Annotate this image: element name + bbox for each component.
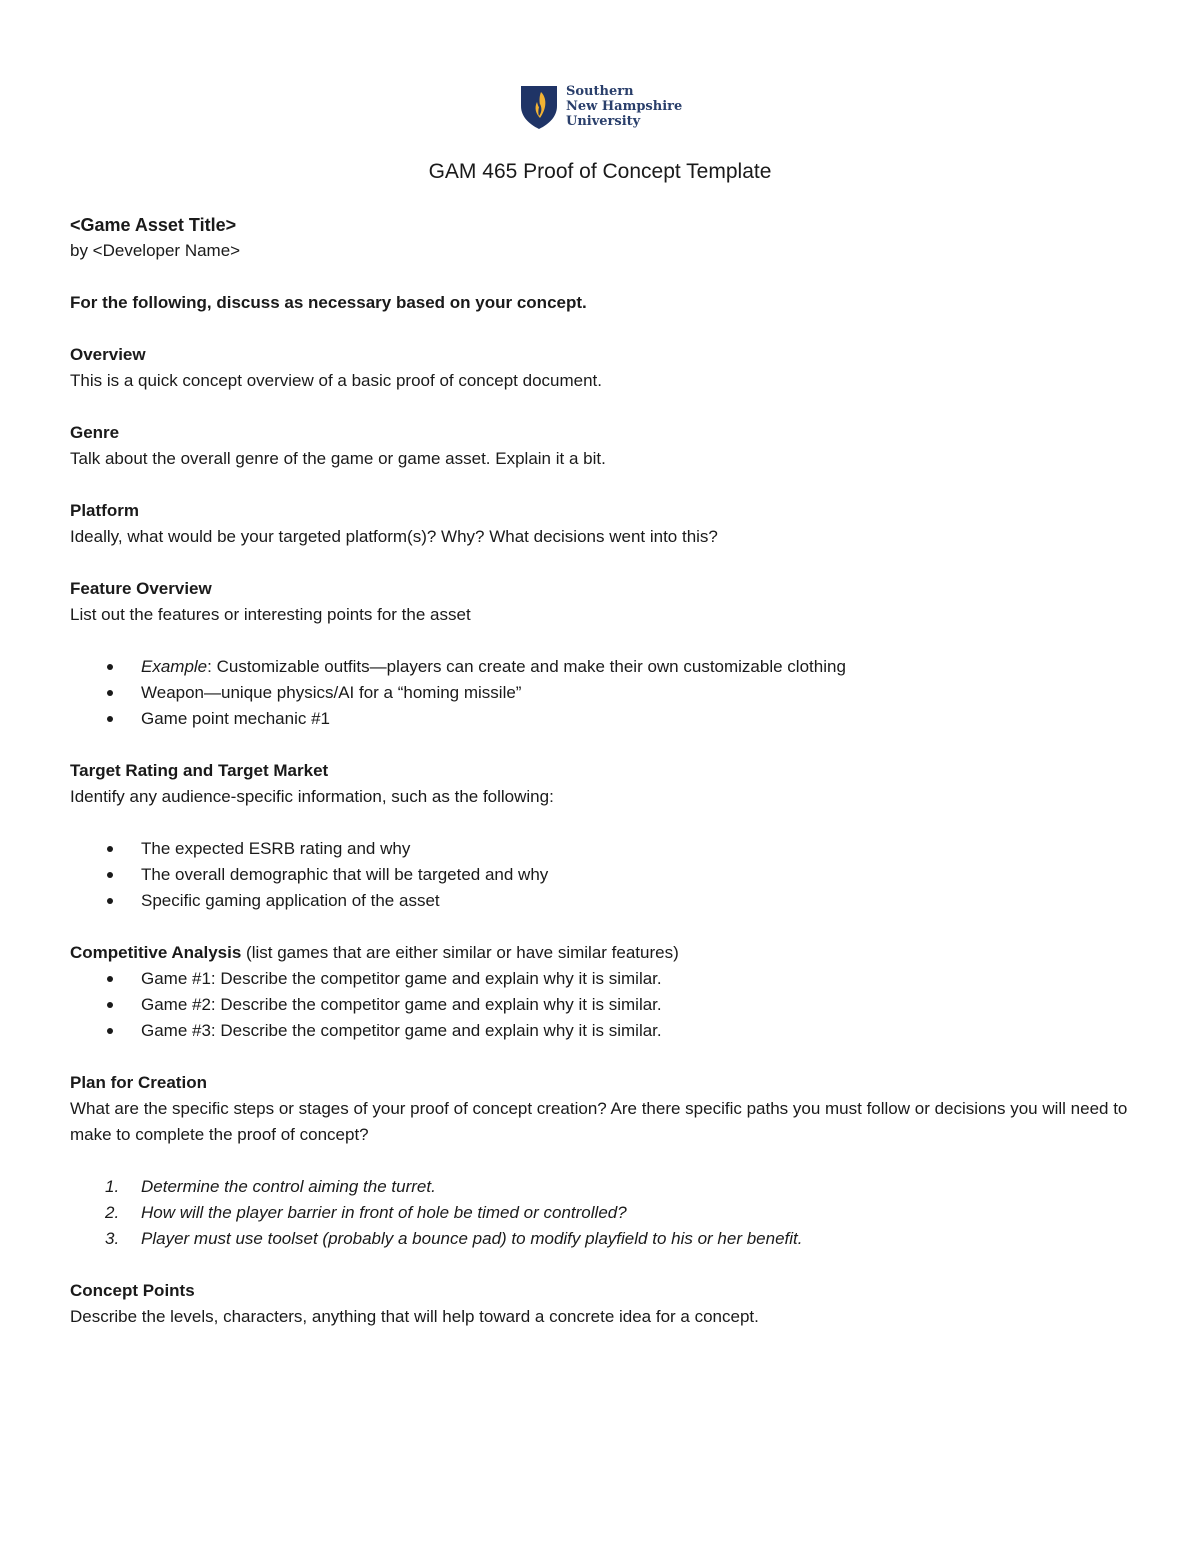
feature-overview-body: List out the features or interesting points for the asset bbox=[70, 605, 471, 624]
list-item: Weapon—unique physics/AI for a “homing missile” bbox=[70, 680, 1130, 706]
plan-heading: Plan for Creation bbox=[70, 1073, 207, 1092]
platform-heading: Platform bbox=[70, 501, 139, 520]
overview-body: This is a quick concept overview of a basic proof of concept document. bbox=[70, 371, 602, 390]
competitive-note: (list games that are either similar or have similar features) bbox=[241, 943, 679, 962]
concept-points-heading: Concept Points bbox=[70, 1281, 195, 1300]
document-body bbox=[70, 212, 1130, 1330]
list-item-text: How will the player barrier in front of hole be timed or controlled? bbox=[141, 1203, 627, 1222]
example-label: Example bbox=[141, 657, 208, 676]
instruction-text: For the following, discuss as necessary based on your concept. bbox=[70, 293, 587, 312]
list-item-text: Determine the control aiming the turret. bbox=[141, 1177, 436, 1196]
competitive-heading-line bbox=[70, 940, 1130, 966]
list-item: Game point mechanic #1 bbox=[70, 706, 1130, 732]
logo-line-2: New Hampshire bbox=[566, 99, 683, 114]
logo-line-1: Southern bbox=[566, 84, 634, 99]
asset-title: <Game Asset Title> bbox=[70, 215, 237, 235]
list-number: 2. bbox=[105, 1203, 120, 1222]
overview-heading: Overview bbox=[70, 345, 146, 364]
shield-flame-icon bbox=[520, 84, 558, 130]
list-item: The overall demographic that will be targeted and why bbox=[70, 862, 1130, 888]
list-item bbox=[70, 1200, 1130, 1226]
example-text: : Customizable outfits—players can create and make their own customizable clothing bbox=[207, 657, 846, 676]
feature-list bbox=[70, 654, 1130, 732]
list-item bbox=[70, 1174, 1130, 1200]
competitive-heading: Competitive Analysis bbox=[70, 943, 242, 962]
list-item: Game #3: Describe the competitor game and explain why it is similar. bbox=[70, 1018, 1130, 1044]
target-list bbox=[70, 836, 1130, 914]
list-item-text: Player must use toolset (probably a bounce pad) to modify playfield to his or her benefit. bbox=[141, 1229, 803, 1248]
list-item bbox=[70, 654, 1130, 680]
logo-line-3: University bbox=[566, 114, 641, 129]
feature-overview-heading: Feature Overview bbox=[70, 579, 212, 598]
snhu-logo bbox=[520, 84, 682, 130]
list-number: 1. bbox=[105, 1177, 120, 1196]
platform-body: Ideally, what would be your targeted platform(s)? Why? What decisions went into this? bbox=[70, 527, 718, 546]
list-item: Game #1: Describe the competitor game and explain why it is similar. bbox=[70, 966, 1130, 992]
plan-body: What are the specific steps or stages of your proof of concept creation? Are there specific paths you must follow or decisions you will need to make to complete the proof of concept? bbox=[70, 1099, 1128, 1144]
genre-body: Talk about the overall genre of the game or game asset. Explain it a bit. bbox=[70, 449, 606, 468]
list-item: Specific gaming application of the asset bbox=[70, 888, 1130, 914]
plan-list bbox=[70, 1174, 1130, 1252]
concept-points-body: Describe the levels, characters, anything that will help toward a concrete idea for a concept. bbox=[70, 1307, 759, 1326]
target-body: Identify any audience-specific information, such as the following: bbox=[70, 787, 554, 806]
list-item: Game #2: Describe the competitor game and explain why it is similar. bbox=[70, 992, 1130, 1018]
target-heading: Target Rating and Target Market bbox=[70, 761, 329, 780]
genre-heading: Genre bbox=[70, 423, 120, 442]
list-number: 3. bbox=[105, 1229, 120, 1248]
list-item bbox=[70, 1226, 1130, 1252]
document-title: GAM 465 Proof of Concept Template bbox=[428, 160, 772, 183]
list-item: The expected ESRB rating and why bbox=[70, 836, 1130, 862]
developer-byline: by <Developer Name> bbox=[70, 241, 241, 260]
competitive-list bbox=[70, 966, 1130, 1044]
logo-wordmark bbox=[566, 84, 682, 129]
